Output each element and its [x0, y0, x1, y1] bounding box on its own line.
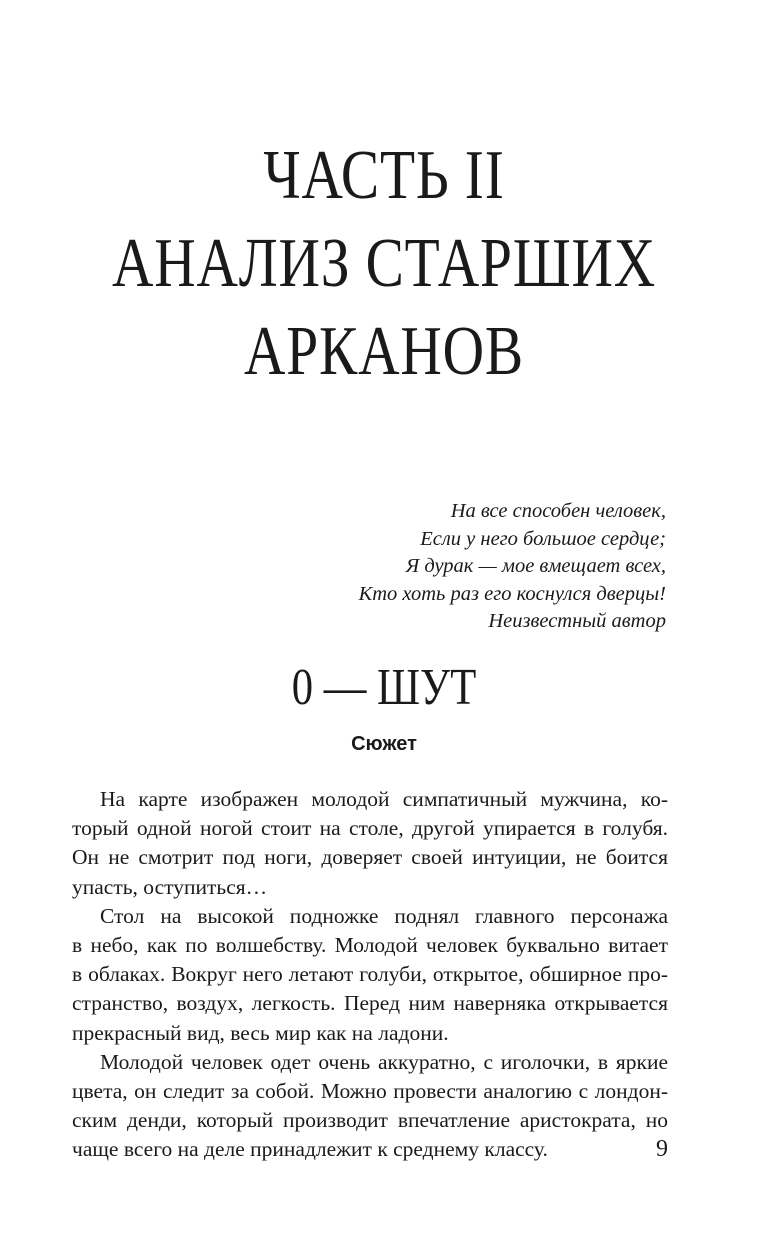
body-line: цвета, он следит за собой. Можно провести аналогию с лондон-	[72, 1078, 668, 1103]
part-title-line-2: АНАЛИЗ СТАРШИХ	[111, 225, 656, 302]
epigraph-line: Я дурак — мое вмещает всех,	[405, 555, 666, 577]
epigraph-line: Если у него большое сердце;	[420, 527, 666, 550]
epigraph	[359, 498, 666, 636]
section-title: Сюжет	[351, 733, 417, 755]
part-title-line-1: ЧАСТЬ II	[263, 137, 505, 214]
body-line: в небо, как по волшебству. Молодой человек буквально витает	[72, 932, 668, 957]
body-line: Стол на высокой подножке поднял главного персонажа	[100, 903, 668, 928]
body-line: Он не смотрит под ноги, доверяет своей интуиции, не боится	[72, 845, 668, 870]
body-line: в облаках. Вокруг него летают голуби, открытое, обширное про-	[72, 962, 668, 987]
page-number: 9	[656, 1136, 668, 1162]
body-line: упасть, оступиться…	[72, 874, 268, 899]
chapter-title: 0 — ШУТ	[291, 659, 477, 716]
body-line: чаще всего на деле принадлежит к среднему классу.	[72, 1137, 548, 1162]
part-title	[0, 132, 768, 396]
epigraph-line: На все способен человек,	[450, 500, 666, 522]
body-line: На карте изображен молодой симпатичный мужчина, ко-	[100, 787, 668, 811]
epigraph-author: Неизвестный автор	[488, 610, 666, 632]
epigraph-line: Кто хоть раз его коснулся дверцы!	[358, 582, 666, 605]
part-title-line-3: АРКАНОВ	[243, 313, 525, 390]
body-line: странство, воздух, легкость. Перед ним наверняка открывается	[72, 991, 668, 1016]
body-line: торый одной ногой стоит на столе, другой упирается в голубя.	[72, 816, 668, 841]
body-line: прекрасный вид, весь мир как на ладони.	[72, 1020, 449, 1045]
body-text	[72, 785, 668, 1164]
body-line: ским денди, который производит впечатление аристократа, но	[72, 1108, 668, 1133]
body-line: Молодой человек одет очень аккуратно, с иголочки, в яркие	[100, 1049, 668, 1074]
